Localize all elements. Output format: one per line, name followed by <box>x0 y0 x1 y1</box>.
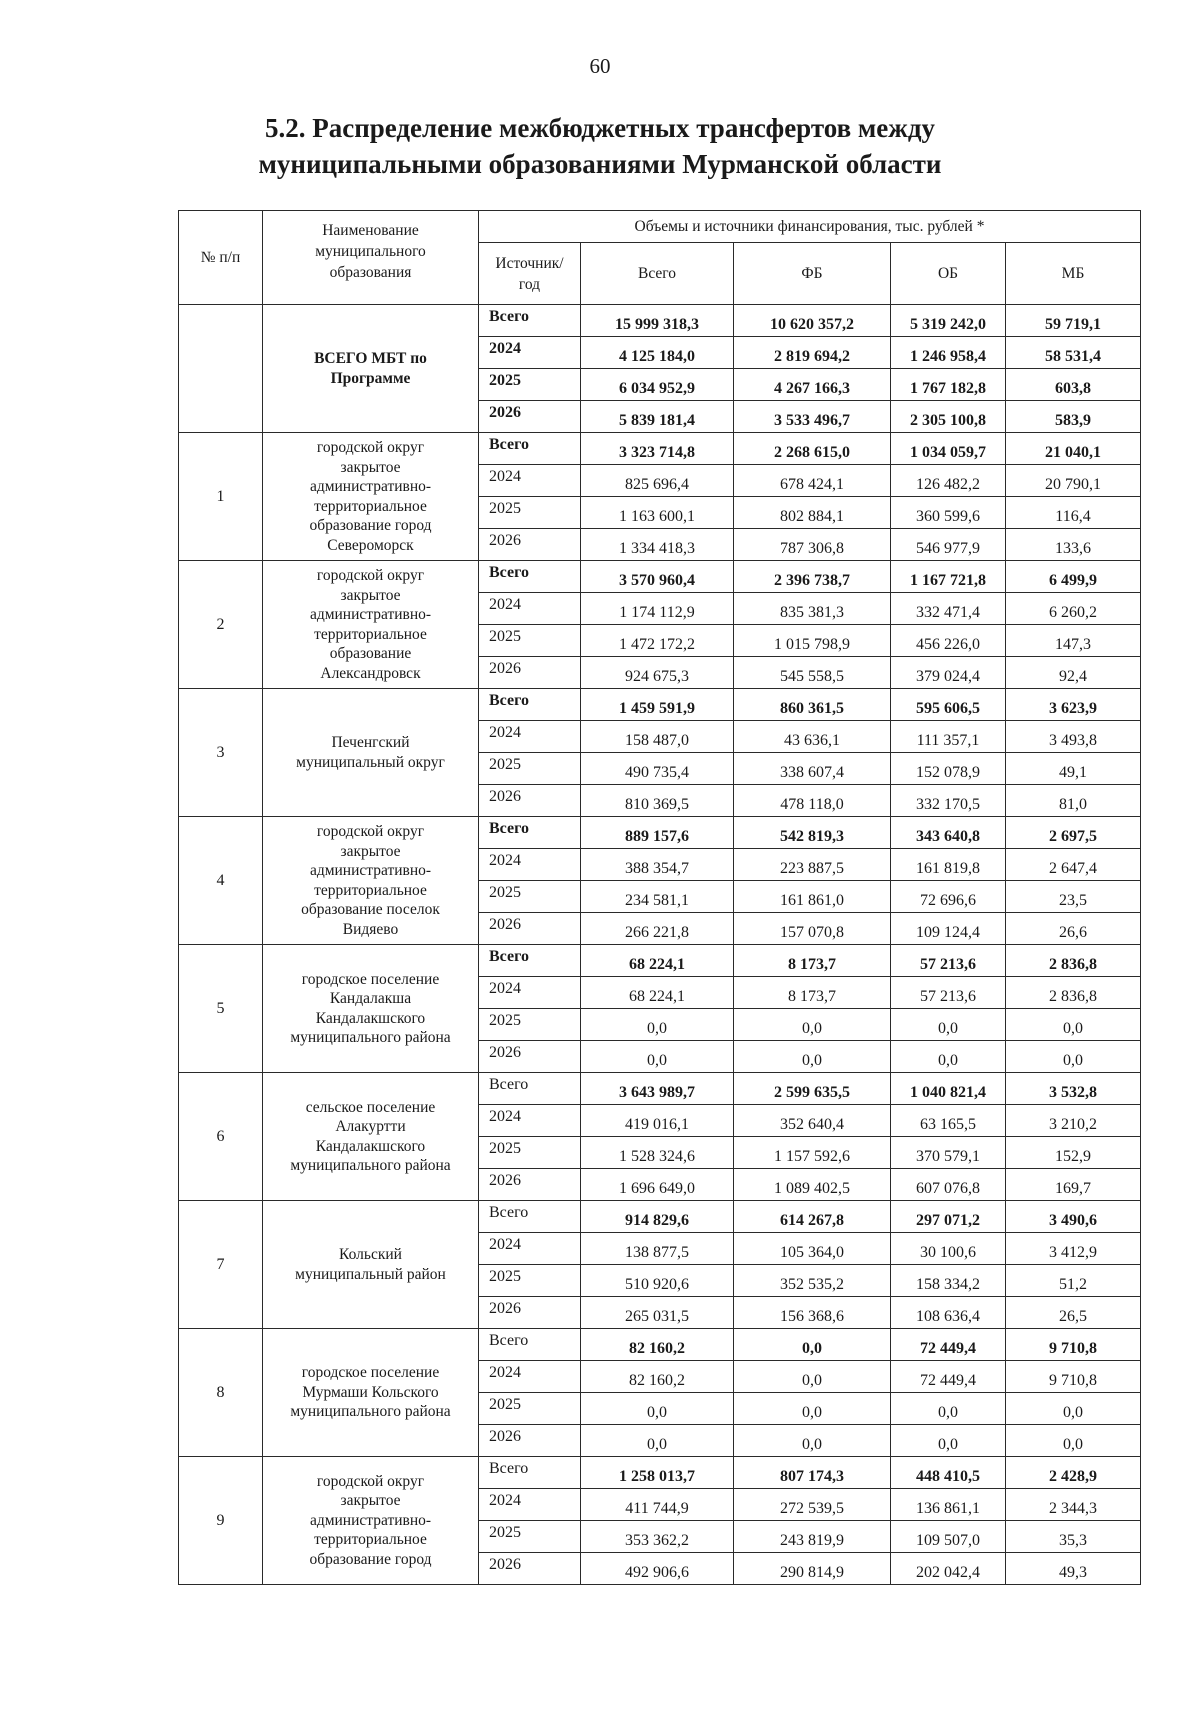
value-total: 492 906,6 <box>581 1553 734 1585</box>
value-fb: 2 599 635,5 <box>734 1073 891 1105</box>
value-mb: 6 499,9 <box>1006 561 1141 593</box>
value-total: 810 369,5 <box>581 785 734 817</box>
value-fb: 2 268 615,0 <box>734 433 891 465</box>
source-year: 2025 <box>479 369 581 401</box>
value-ob: 0,0 <box>891 1009 1006 1041</box>
value-ob: 456 226,0 <box>891 625 1006 657</box>
value-mb: 9 710,8 <box>1006 1361 1141 1393</box>
value-fb: 1 089 402,5 <box>734 1169 891 1201</box>
source-year: 2025 <box>479 1521 581 1553</box>
value-ob: 607 076,8 <box>891 1169 1006 1201</box>
value-ob: 360 599,6 <box>891 497 1006 529</box>
source-year: 2025 <box>479 625 581 657</box>
source-year: 2025 <box>479 1009 581 1041</box>
value-mb: 2 344,3 <box>1006 1489 1141 1521</box>
value-total: 4 125 184,0 <box>581 337 734 369</box>
source-year: Всего <box>479 689 581 721</box>
value-total: 1 472 172,2 <box>581 625 734 657</box>
value-mb: 6 260,2 <box>1006 593 1141 625</box>
source-year: 2024 <box>479 849 581 881</box>
value-total: 825 696,4 <box>581 465 734 497</box>
value-total: 138 877,5 <box>581 1233 734 1265</box>
value-ob: 161 819,8 <box>891 849 1006 881</box>
value-fb: 1 157 592,6 <box>734 1137 891 1169</box>
value-total: 158 487,0 <box>581 721 734 753</box>
value-mb: 152,9 <box>1006 1137 1141 1169</box>
value-fb: 161 861,0 <box>734 881 891 913</box>
value-fb: 43 636,1 <box>734 721 891 753</box>
value-ob: 111 357,1 <box>891 721 1006 753</box>
source-year: 2025 <box>479 753 581 785</box>
value-mb: 2 836,8 <box>1006 977 1141 1009</box>
value-ob: 202 042,4 <box>891 1553 1006 1585</box>
value-total: 411 744,9 <box>581 1489 734 1521</box>
value-ob: 63 165,5 <box>891 1105 1006 1137</box>
source-year: Всего <box>479 817 581 849</box>
header-row-number: № п/п <box>179 211 263 305</box>
value-total: 1 528 324,6 <box>581 1137 734 1169</box>
value-mb: 2 428,9 <box>1006 1457 1141 1489</box>
source-year: 2025 <box>479 1265 581 1297</box>
value-fb: 157 070,8 <box>734 913 891 945</box>
value-fb: 0,0 <box>734 1009 891 1041</box>
value-total: 1 696 649,0 <box>581 1169 734 1201</box>
value-total: 1 334 418,3 <box>581 529 734 561</box>
value-ob: 448 410,5 <box>891 1457 1006 1489</box>
value-ob: 1 767 182,8 <box>891 369 1006 401</box>
value-ob: 126 482,2 <box>891 465 1006 497</box>
value-total: 388 354,7 <box>581 849 734 881</box>
value-ob: 595 606,5 <box>891 689 1006 721</box>
value-mb: 21 040,1 <box>1006 433 1141 465</box>
value-total: 353 362,2 <box>581 1521 734 1553</box>
value-mb: 116,4 <box>1006 497 1141 529</box>
value-fb: 678 424,1 <box>734 465 891 497</box>
value-total: 265 031,5 <box>581 1297 734 1329</box>
value-fb: 10 620 357,2 <box>734 305 891 337</box>
row-number: 8 <box>179 1329 263 1457</box>
source-year: 2024 <box>479 721 581 753</box>
municipality-name: городское поселение Мурмаши Кольского муниципального района <box>263 1329 479 1457</box>
table-row <box>179 1073 1141 1105</box>
value-mb: 0,0 <box>1006 1041 1141 1073</box>
value-total: 3 570 960,4 <box>581 561 734 593</box>
value-mb: 26,5 <box>1006 1297 1141 1329</box>
value-mb: 133,6 <box>1006 529 1141 561</box>
source-year: 2024 <box>479 1233 581 1265</box>
value-total: 3 323 714,8 <box>581 433 734 465</box>
value-total: 0,0 <box>581 1009 734 1041</box>
municipality-name: ВСЕГО МБТ по Программе <box>263 305 479 433</box>
source-year: 2026 <box>479 1425 581 1457</box>
value-total: 1 258 013,7 <box>581 1457 734 1489</box>
value-fb: 272 539,5 <box>734 1489 891 1521</box>
value-mb: 59 719,1 <box>1006 305 1141 337</box>
value-fb: 0,0 <box>734 1361 891 1393</box>
value-ob: 158 334,2 <box>891 1265 1006 1297</box>
section-title <box>150 110 1050 182</box>
header-ob: ОБ <box>891 243 1006 305</box>
value-ob: 57 213,6 <box>891 945 1006 977</box>
header-total: Всего <box>581 243 734 305</box>
source-year: 2024 <box>479 465 581 497</box>
source-year: Всего <box>479 945 581 977</box>
value-fb: 860 361,5 <box>734 689 891 721</box>
value-total: 889 157,6 <box>581 817 734 849</box>
page-number: 60 <box>589 54 611 78</box>
value-ob: 546 977,9 <box>891 529 1006 561</box>
table-row <box>179 1329 1141 1361</box>
value-ob: 379 024,4 <box>891 657 1006 689</box>
table-header <box>179 211 1141 305</box>
value-fb: 105 364,0 <box>734 1233 891 1265</box>
source-year: Всего <box>479 305 581 337</box>
value-total: 82 160,2 <box>581 1361 734 1393</box>
value-ob: 152 078,9 <box>891 753 1006 785</box>
section-title-line-1: 5.2. Распределение межбюджетных трансфертов между <box>264 113 936 143</box>
value-ob: 136 861,1 <box>891 1489 1006 1521</box>
source-year: 2026 <box>479 1297 581 1329</box>
source-year: 2024 <box>479 593 581 625</box>
row-number: 6 <box>179 1073 263 1201</box>
value-fb: 352 640,4 <box>734 1105 891 1137</box>
value-mb: 81,0 <box>1006 785 1141 817</box>
value-mb: 49,3 <box>1006 1553 1141 1585</box>
source-year: 2024 <box>479 337 581 369</box>
value-fb: 8 173,7 <box>734 945 891 977</box>
source-year: 2024 <box>479 1105 581 1137</box>
value-total: 234 581,1 <box>581 881 734 913</box>
source-year: Всего <box>479 1457 581 1489</box>
total-row <box>179 305 1141 337</box>
value-fb: 338 607,4 <box>734 753 891 785</box>
value-ob: 332 170,5 <box>891 785 1006 817</box>
value-total: 510 920,6 <box>581 1265 734 1297</box>
municipality-name: городской округ закрытое административно-территориальное образование Александровск <box>263 561 479 689</box>
value-total: 266 221,8 <box>581 913 734 945</box>
source-year: Всего <box>479 561 581 593</box>
value-total: 1 163 600,1 <box>581 497 734 529</box>
value-total: 490 735,4 <box>581 753 734 785</box>
value-fb: 0,0 <box>734 1041 891 1073</box>
row-number: 4 <box>179 817 263 945</box>
value-total: 68 224,1 <box>581 945 734 977</box>
value-total: 3 643 989,7 <box>581 1073 734 1105</box>
value-ob: 72 449,4 <box>891 1329 1006 1361</box>
value-total: 1 459 591,9 <box>581 689 734 721</box>
source-year: 2024 <box>479 1489 581 1521</box>
value-fb: 0,0 <box>734 1393 891 1425</box>
table-row <box>179 433 1141 465</box>
value-fb: 4 267 166,3 <box>734 369 891 401</box>
value-ob: 0,0 <box>891 1041 1006 1073</box>
value-fb: 156 368,6 <box>734 1297 891 1329</box>
source-year: 2026 <box>479 529 581 561</box>
value-fb: 545 558,5 <box>734 657 891 689</box>
value-total: 914 829,6 <box>581 1201 734 1233</box>
value-total: 82 160,2 <box>581 1329 734 1361</box>
value-mb: 3 412,9 <box>1006 1233 1141 1265</box>
source-year: 2026 <box>479 1041 581 1073</box>
source-year: 2026 <box>479 401 581 433</box>
value-fb: 2 396 738,7 <box>734 561 891 593</box>
value-fb: 0,0 <box>734 1425 891 1457</box>
value-mb: 3 490,6 <box>1006 1201 1141 1233</box>
value-fb: 807 174,3 <box>734 1457 891 1489</box>
source-year: 2024 <box>479 977 581 1009</box>
value-ob: 0,0 <box>891 1393 1006 1425</box>
value-mb: 2 836,8 <box>1006 945 1141 977</box>
row-number: 1 <box>179 433 263 561</box>
value-total: 0,0 <box>581 1425 734 1457</box>
value-total: 5 839 181,4 <box>581 401 734 433</box>
header-row <box>179 211 1141 243</box>
table-row <box>179 1201 1141 1233</box>
value-mb: 51,2 <box>1006 1265 1141 1297</box>
table-row <box>179 689 1141 721</box>
value-total: 0,0 <box>581 1393 734 1425</box>
value-ob: 108 636,4 <box>891 1297 1006 1329</box>
source-year: Всего <box>479 433 581 465</box>
table-row <box>179 945 1141 977</box>
header-municipality-name: Наименование муниципального образования <box>263 211 479 305</box>
value-fb: 787 306,8 <box>734 529 891 561</box>
value-mb: 3 623,9 <box>1006 689 1141 721</box>
table-row <box>179 1457 1141 1489</box>
value-mb: 0,0 <box>1006 1425 1141 1457</box>
value-fb: 223 887,5 <box>734 849 891 881</box>
table-body <box>179 305 1141 1585</box>
municipality-name: Печенгский муниципальный округ <box>263 689 479 817</box>
value-mb: 3 532,8 <box>1006 1073 1141 1105</box>
value-ob: 72 696,6 <box>891 881 1006 913</box>
table-row <box>179 817 1141 849</box>
value-fb: 243 819,9 <box>734 1521 891 1553</box>
header-mb: МБ <box>1006 243 1141 305</box>
value-ob: 343 640,8 <box>891 817 1006 849</box>
value-mb: 603,8 <box>1006 369 1141 401</box>
source-year: 2025 <box>479 881 581 913</box>
row-number: 2 <box>179 561 263 689</box>
header-fb: ФБ <box>734 243 891 305</box>
value-ob: 297 071,2 <box>891 1201 1006 1233</box>
value-ob: 0,0 <box>891 1425 1006 1457</box>
value-mb: 0,0 <box>1006 1393 1141 1425</box>
value-mb: 23,5 <box>1006 881 1141 913</box>
header-financing-volumes: Объемы и источники финансирования, тыс. рублей * <box>479 211 1141 243</box>
source-year: Всего <box>479 1073 581 1105</box>
source-year: 2026 <box>479 785 581 817</box>
value-mb: 26,6 <box>1006 913 1141 945</box>
source-year: 2026 <box>479 913 581 945</box>
value-mb: 0,0 <box>1006 1009 1141 1041</box>
value-fb: 478 118,0 <box>734 785 891 817</box>
value-mb: 20 790,1 <box>1006 465 1141 497</box>
value-mb: 49,1 <box>1006 753 1141 785</box>
value-ob: 1 040 821,4 <box>891 1073 1006 1105</box>
value-mb: 9 710,8 <box>1006 1329 1141 1361</box>
value-ob: 2 305 100,8 <box>891 401 1006 433</box>
value-fb: 614 267,8 <box>734 1201 891 1233</box>
value-total: 419 016,1 <box>581 1105 734 1137</box>
value-mb: 147,3 <box>1006 625 1141 657</box>
value-mb: 169,7 <box>1006 1169 1141 1201</box>
row-number: 3 <box>179 689 263 817</box>
municipality-name: городской округ закрытое административно-территориальное образование город Североморск <box>263 433 479 561</box>
value-fb: 352 535,2 <box>734 1265 891 1297</box>
value-ob: 1 034 059,7 <box>891 433 1006 465</box>
municipality-name: городской округ закрытое административно-территориальное образование поселок Видяево <box>263 817 479 945</box>
source-year: 2025 <box>479 497 581 529</box>
value-mb: 3 210,2 <box>1006 1105 1141 1137</box>
source-year: 2026 <box>479 657 581 689</box>
value-total: 1 174 112,9 <box>581 593 734 625</box>
row-number: 7 <box>179 1201 263 1329</box>
value-ob: 370 579,1 <box>891 1137 1006 1169</box>
value-mb: 2 647,4 <box>1006 849 1141 881</box>
value-ob: 72 449,4 <box>891 1361 1006 1393</box>
source-year: 2026 <box>479 1553 581 1585</box>
municipality-name: сельское поселение Алакуртти Кандалакшского муниципального района <box>263 1073 479 1201</box>
section-title-line-2: муниципальными образованиями Мурманской области <box>258 149 942 179</box>
value-mb: 35,3 <box>1006 1521 1141 1553</box>
value-total: 6 034 952,9 <box>581 369 734 401</box>
header-source-year: Источник/ год <box>479 243 581 305</box>
value-fb: 0,0 <box>734 1329 891 1361</box>
source-year: 2024 <box>479 1361 581 1393</box>
value-fb: 3 533 496,7 <box>734 401 891 433</box>
value-ob: 1 167 721,8 <box>891 561 1006 593</box>
source-year: Всего <box>479 1201 581 1233</box>
source-year: 2026 <box>479 1169 581 1201</box>
value-mb: 3 493,8 <box>1006 721 1141 753</box>
value-total: 68 224,1 <box>581 977 734 1009</box>
transfers-table <box>178 210 1141 1585</box>
municipality-name: городское поселение Кандалакша Кандалакшского муниципального района <box>263 945 479 1073</box>
value-fb: 1 015 798,9 <box>734 625 891 657</box>
value-total: 0,0 <box>581 1041 734 1073</box>
value-ob: 57 213,6 <box>891 977 1006 1009</box>
value-mb: 583,9 <box>1006 401 1141 433</box>
municipality-name: городской округ закрытое административно-территориальное образование город <box>263 1457 479 1585</box>
row-number <box>179 305 263 433</box>
value-fb: 2 819 694,2 <box>734 337 891 369</box>
value-ob: 1 246 958,4 <box>891 337 1006 369</box>
source-year: 2025 <box>479 1137 581 1169</box>
value-ob: 30 100,6 <box>891 1233 1006 1265</box>
value-fb: 290 814,9 <box>734 1553 891 1585</box>
value-fb: 542 819,3 <box>734 817 891 849</box>
value-fb: 802 884,1 <box>734 497 891 529</box>
row-number: 5 <box>179 945 263 1073</box>
value-mb: 58 531,4 <box>1006 337 1141 369</box>
municipality-name: Кольский муниципальный район <box>263 1201 479 1329</box>
source-year: 2025 <box>479 1393 581 1425</box>
value-fb: 8 173,7 <box>734 977 891 1009</box>
row-number: 9 <box>179 1457 263 1585</box>
table-row <box>179 561 1141 593</box>
value-ob: 109 124,4 <box>891 913 1006 945</box>
value-ob: 5 319 242,0 <box>891 305 1006 337</box>
value-ob: 332 471,4 <box>891 593 1006 625</box>
value-fb: 835 381,3 <box>734 593 891 625</box>
value-total: 924 675,3 <box>581 657 734 689</box>
value-mb: 92,4 <box>1006 657 1141 689</box>
value-ob: 109 507,0 <box>891 1521 1006 1553</box>
source-year: Всего <box>479 1329 581 1361</box>
value-mb: 2 697,5 <box>1006 817 1141 849</box>
value-total: 15 999 318,3 <box>581 305 734 337</box>
